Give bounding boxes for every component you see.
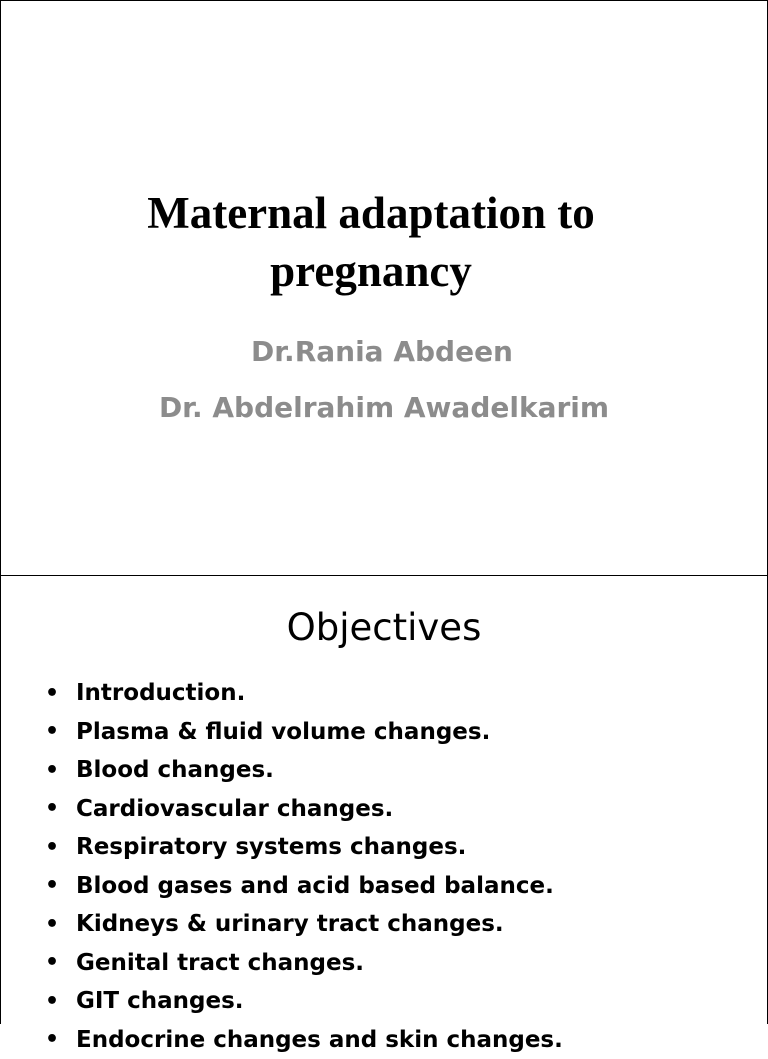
bullet-icon: • <box>45 912 76 937</box>
list-item-text: Blood changes. <box>76 757 274 783</box>
bullet-icon: • <box>45 989 76 1014</box>
list-item <box>45 905 563 944</box>
bullet-icon: • <box>45 835 76 860</box>
author-name-2: Dr. Abdelrahim Awadelkarim <box>1 391 767 424</box>
author-name-1: Dr.Rania Abdeen <box>0 335 765 368</box>
list-item-text: Endocrine changes and skin changes. <box>76 1027 563 1053</box>
list-item-text: Cardiovascular changes. <box>76 796 393 822</box>
list-item-text: Respiratory systems changes. <box>76 834 466 860</box>
list-item <box>45 828 563 867</box>
bullet-icon: • <box>45 719 76 744</box>
list-item-text: Genital tract changes. <box>76 950 364 976</box>
bullet-icon: • <box>45 681 76 706</box>
list-item-text: Blood gases and acid based balance. <box>76 873 554 899</box>
list-item <box>45 790 563 829</box>
bullet-icon: • <box>45 950 76 975</box>
list-item-text: GIT changes. <box>76 988 244 1014</box>
list-item <box>45 751 563 790</box>
objectives-heading: Objectives <box>1 606 767 649</box>
slide-title-line-2: pregnancy <box>1 242 741 300</box>
bullet-icon: • <box>45 796 76 821</box>
bullet-icon: • <box>45 1027 76 1052</box>
list-item <box>45 713 563 752</box>
list-item <box>45 982 563 1021</box>
list-item <box>45 1021 563 1059</box>
list-item-text: Introduction. <box>76 680 245 706</box>
objectives-slide <box>0 575 768 1024</box>
list-item <box>45 674 563 713</box>
slide-title-line-1: Maternal adaptation to <box>1 184 741 242</box>
list-item-text: Kidneys & urinary tract changes. <box>76 911 504 937</box>
bullet-icon: • <box>45 873 76 898</box>
bullet-icon: • <box>45 758 76 783</box>
slide-title <box>1 184 741 300</box>
list-item-text: Plasma & fluid volume changes. <box>76 719 490 745</box>
objectives-list <box>45 674 563 1059</box>
list-item <box>45 867 563 906</box>
list-item <box>45 944 563 983</box>
